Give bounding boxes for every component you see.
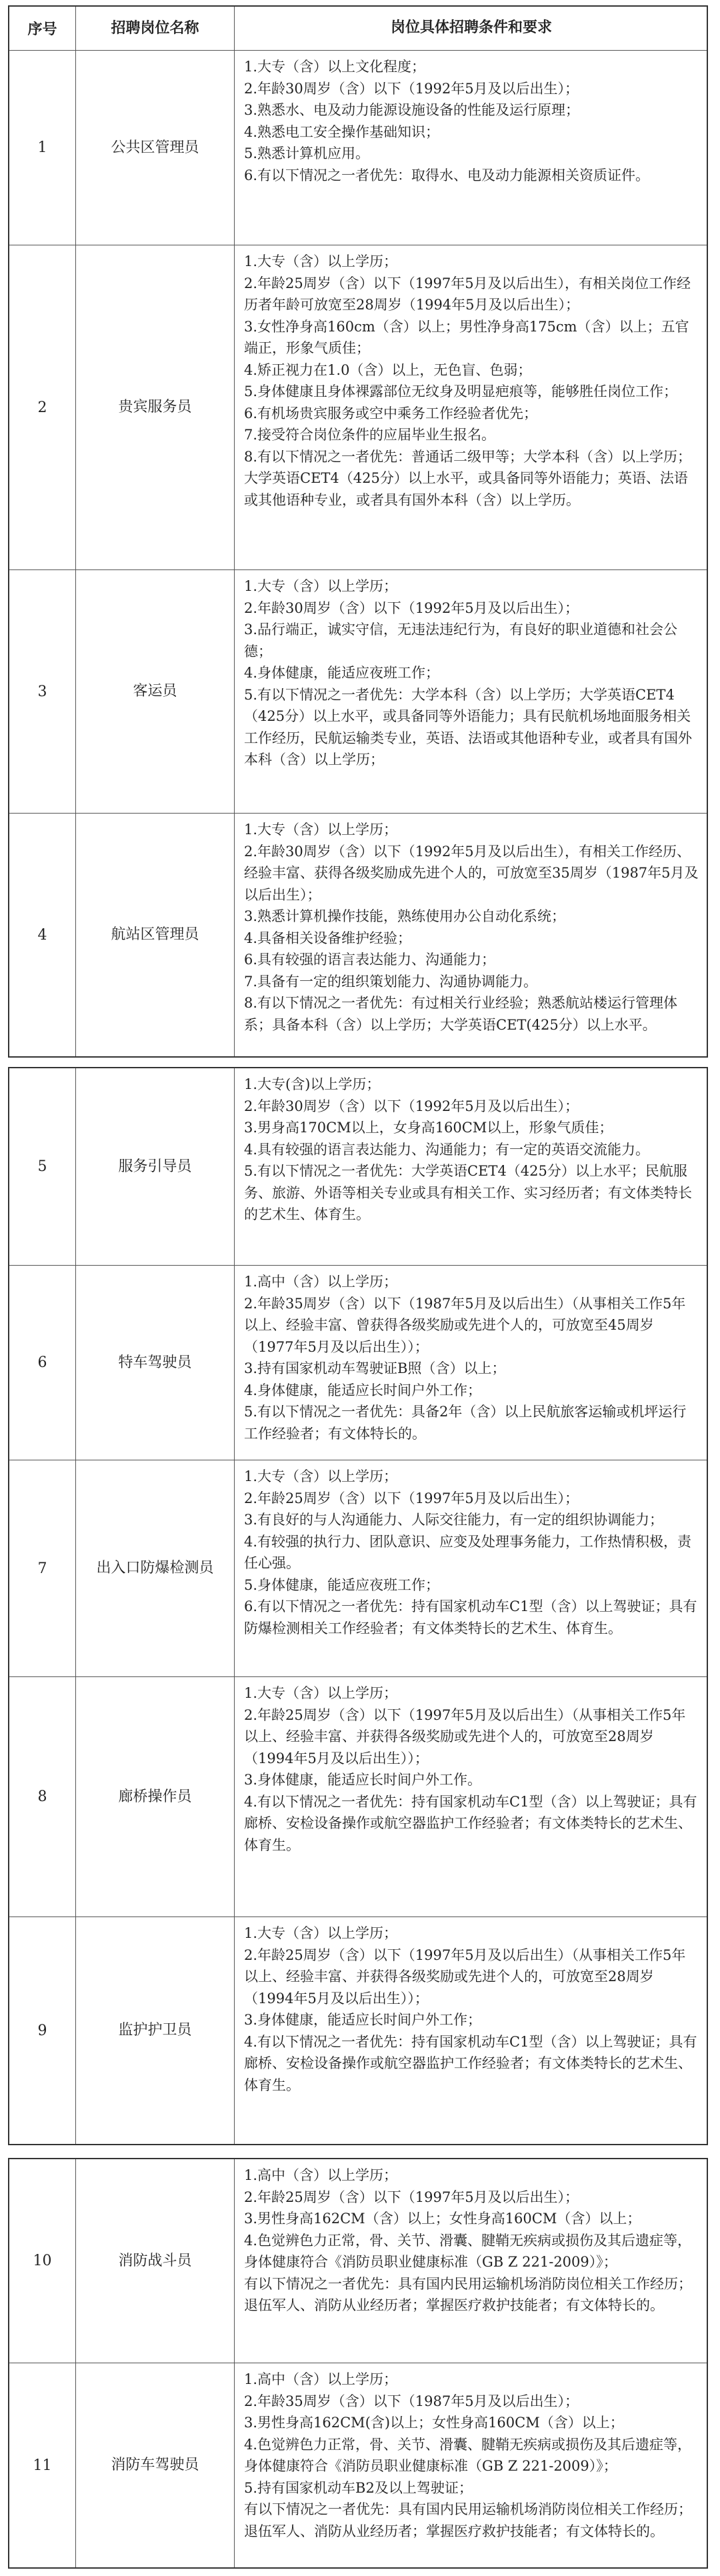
table-row — [9, 2159, 707, 2363]
requirement-line: 有以下情况之一者优先：具有国内民用运输机场消防岗位相关工作经历；退伍军人、消防从业经历者；掌握医疗救护技能者；有文体特长的。 — [244, 2275, 692, 2313]
requirement-line: 1.大专（含）以上学历； — [244, 822, 398, 838]
requirement-line: 有以下情况之一者优先：具有国内民用运输机场消防岗位相关工作经历；退伍军人、消防从业经历者；掌握医疗救护技能者；有文体特长的。 — [244, 2501, 692, 2539]
requirement-line: 5.身体健康且身体裸露部位无纹身及明显疤痕等，能够胜任岗位工作； — [244, 383, 678, 399]
requirement-line: 3.品行端正，诚实守信，无违法违纪行为，有良好的职业道德和社会公德； — [244, 621, 678, 660]
table-row — [9, 245, 707, 570]
requirement-line: 2.年龄30周岁（含）以下（1992年5月及以后出生）； — [244, 80, 579, 97]
position-name: 客运员 — [76, 570, 235, 813]
position-name: 出入口防爆检测员 — [76, 1460, 235, 1676]
requirement-line: 3.身体健康，能适应长时间户外工作。 — [244, 1772, 482, 1788]
requirement-line: 4.色觉辨色力正常，骨、关节、滑囊、腱鞘无疾病或损伤及其后遗症等，身体健康符合《消防员职业健康标准（GB Z 221-2009）》； — [244, 2232, 692, 2270]
requirement-line: 3.身体健康，能适应长时间户外工作； — [244, 2012, 482, 2028]
header-number: 序号 — [9, 7, 76, 50]
requirement-line: 6.有机场贵宾服务或空中乘务工作经验者优先； — [244, 405, 538, 421]
table-row — [9, 1460, 707, 1677]
requirements-cell — [235, 570, 707, 813]
row-number: 5 — [9, 1068, 76, 1265]
row-number: 4 — [9, 814, 76, 1056]
requirement-line: 4.具备相关设备维护经验； — [244, 930, 412, 946]
requirement-line: 4.身体健康，能适应长时间户外工作； — [244, 1382, 482, 1398]
requirement-line: 3.持有国家机动车驾驶证B照（含）以上； — [244, 1360, 506, 1376]
requirement-line: 1.高中（含）以上学历； — [244, 2371, 398, 2387]
recruitment-table-part-2 — [8, 1067, 708, 2145]
requirement-line: 8.有以下情况之一者优先：普通话二级甲等；大学本科（含）以上学历；大学英语CET4（425分）以上水平，或具备同等外语能力；英语、法语或其他语种专业，或者具有国外本科（含）以上学历。 — [244, 448, 692, 508]
table-row — [9, 570, 707, 814]
table-row — [9, 51, 707, 245]
requirement-line: 2.年龄25周岁（含）以下（1997年5月及以后出生）； — [244, 2189, 579, 2205]
requirement-line: 4.熟悉电工安全操作基础知识； — [244, 123, 440, 140]
requirement-line: 2.年龄30周岁（含）以下（1992年5月及以后出生）； — [244, 1098, 579, 1114]
requirement-line: 1.大专（含）以上学历； — [244, 578, 398, 594]
requirement-line: 6.有以下情况之一者优先：持有国家机动车C1型（含）以上驾驶证；具有防爆检测相关工作经验者；有文体类特长的艺术生、体育生。 — [244, 1598, 697, 1636]
requirement-line: 1.高中（含）以上学历； — [244, 2167, 398, 2183]
row-number: 1 — [9, 51, 76, 245]
requirement-line: 3.有良好的与人沟通能力、人际交往能力，有一定的组织协调能力； — [244, 1512, 664, 1528]
requirement-line: 2.年龄35周岁（含）以下（1987年5月及以后出生）； — [244, 2393, 579, 2409]
requirement-line: 5.有以下情况之一者优先：具备2年（含）以上民航旅客运输或机坪运行工作经验者；有文体特长的。 — [244, 1404, 687, 1442]
position-name: 消防车驾驶员 — [76, 2363, 235, 2567]
position-name: 监护护卫员 — [76, 1917, 235, 2144]
requirement-line: 5.有以下情况之一者优先：大学本科（含）以上学历；大学英语CET4（425分）以上水平，或具备同等外语能力；具有民航机场地面服务相关工作经历，民航运输类专业，英语、法语或其他语种专业，或者具有国外本科（含）以上学历； — [244, 686, 692, 768]
requirement-line: 4.矫正视力在1.0（含）以上，无色盲、色弱； — [244, 361, 532, 378]
position-name: 公共区管理员 — [76, 51, 235, 245]
requirements-cell — [235, 2363, 707, 2567]
requirement-line: 2.年龄25周岁（含）以下（1997年5月及以后出生），有相关岗位工作经历者年龄可放宽至28周岁（1994年5月及以后出生）； — [244, 275, 691, 313]
table-header-row — [9, 7, 707, 51]
table-row — [9, 1917, 707, 2144]
row-number: 10 — [9, 2159, 76, 2363]
requirement-line: 7.接受符合岗位条件的应届毕业生报名。 — [244, 427, 496, 443]
requirement-line: 2.年龄25周岁（含）以下（1997年5月及以后出生）（从事相关工作5年以上、经验丰富、并获得各级奖励或先进个人的，可放宽至28周岁（1994年5月及以后出生））； — [244, 1947, 686, 2007]
position-name: 贵宾服务员 — [76, 245, 235, 569]
requirement-line: 1.高中（含）以上学历； — [244, 1274, 398, 1290]
requirements-cell — [235, 1917, 707, 2144]
position-name: 特车驾驶员 — [76, 1266, 235, 1460]
requirement-line: 3.男身高170CM以上，女身高160CM以上，形象气质佳； — [244, 1120, 613, 1136]
requirement-line: 2.年龄25周岁（含）以下（1997年5月及以后出生）（从事相关工作5年以上、经验丰富、并获得各级奖励或先进个人的，可放宽至28周岁（1994年5月及以后出生））； — [244, 1706, 686, 1766]
requirement-line: 7.具备有一定的组织策划能力、沟通协调能力。 — [244, 973, 538, 990]
requirement-line: 3.男性身高162CM(含)以上；女性身高160CM（含）以上； — [244, 2415, 624, 2431]
requirement-line: 4.有以下情况之一者优先：持有国家机动车C1型（含）以上驾驶证；具有廊桥、安检设备操作或航空器监护工作经验者；有文体类特长的艺术生、体育生。 — [244, 1793, 697, 1853]
row-number: 3 — [9, 570, 76, 813]
requirements-cell — [235, 2159, 707, 2363]
table-row — [9, 814, 707, 1056]
requirement-line: 1.大专（含）以上学历； — [244, 1925, 398, 1941]
requirement-line: 1.大专（含）以上文化程度； — [244, 59, 426, 75]
table-row — [9, 1068, 707, 1266]
position-name: 消防战斗员 — [76, 2159, 235, 2363]
requirement-line: 4.色觉辨色力正常，骨、关节、滑囊、腱鞘无疾病或损伤及其后遗症等，身体健康符合《消防员职业健康标准（GB Z 221-2009）》； — [244, 2436, 692, 2474]
requirement-line: 3.熟悉计算机操作技能，熟练使用办公自动化系统； — [244, 908, 566, 924]
requirement-line: 5.有以下情况之一者优先：大学英语CET4（425分）以上水平；民航服务、旅游、外语等相关专业或具有相关工作、实习经历者；有文体类特长的艺术生、体育生。 — [244, 1163, 692, 1222]
row-number: 2 — [9, 245, 76, 569]
requirement-line: 6.具有较强的语言表达能力、沟通能力； — [244, 952, 496, 968]
row-number: 9 — [9, 1917, 76, 2144]
requirement-line: 4.具有较强的语言表达能力、沟通能力；有一定的英语交流能力。 — [244, 1141, 650, 1158]
requirement-line: 1.大专(含)以上学历； — [244, 1076, 381, 1092]
requirement-line: 5.身体健康，能适应夜班工作； — [244, 1576, 440, 1593]
recruitment-table-part-3 — [8, 2158, 708, 2569]
requirement-line: 1.大专（含）以上学历； — [244, 1685, 398, 1701]
row-number: 11 — [9, 2363, 76, 2567]
position-name: 服务引导员 — [76, 1068, 235, 1265]
requirements-cell — [235, 1677, 707, 1916]
row-number: 6 — [9, 1266, 76, 1460]
header-requirements: 岗位具体招聘条件和要求 — [390, 19, 552, 37]
requirement-line: 3.熟悉水、电及动力能源设施设备的性能及运行原理； — [244, 102, 580, 118]
position-name: 航站区管理员 — [76, 814, 235, 1056]
requirement-line: 4.有较强的执行力、团队意识、应变及处理事务能力，工作热情积极，责任心强。 — [244, 1533, 692, 1571]
row-number: 8 — [9, 1677, 76, 1916]
position-name: 廊桥操作员 — [76, 1677, 235, 1916]
requirements-cell — [235, 1460, 707, 1676]
recruitment-table-part-1 — [8, 5, 708, 1058]
requirement-line: 2.年龄30周岁（含）以下（1992年5月及以后出生），有相关工作经历、经验丰富、获得各级奖励成先进个人的，可放宽至35周岁（1987年5月及以后出生）； — [244, 843, 699, 903]
table-row — [9, 1266, 707, 1460]
requirement-line: 8.有以下情况之一者优先：有过相关行业经验；熟悉航站楼运行管理体系；具备本科（含）以上学历；大学英语CET(425分）以上水平。 — [244, 995, 678, 1033]
requirement-line: 2.年龄25周岁（含）以下（1997年5月及以后出生）； — [244, 1490, 579, 1506]
requirement-line: 5.持有国家机动车B2及以上驾驶证； — [244, 2479, 473, 2496]
requirement-line: 1.大专（含）以上学历； — [244, 1468, 398, 1484]
requirement-line: 3.女性净身高160cm（含）以上；男性净身高175cm（含）以上；五官端正，形象气质佳； — [244, 318, 689, 356]
header-position: 招聘岗位名称 — [76, 7, 235, 50]
requirement-line: 2.年龄30周岁（含）以下（1992年5月及以后出生）； — [244, 599, 579, 616]
requirement-line: 3.男性身高162CM（含）以上；女性身高160CM（含）以上； — [244, 2211, 641, 2227]
requirement-line: 5.熟悉计算机应用。 — [244, 145, 370, 161]
requirements-cell — [235, 1266, 707, 1460]
requirement-line: 1.大专（含）以上学历； — [244, 253, 398, 269]
requirements-cell — [235, 1068, 707, 1265]
requirements-cell — [235, 245, 707, 569]
table-row — [9, 2363, 707, 2567]
requirement-line: 2.年龄35周岁（含）以下（1987年5月及以后出生）（从事相关工作5年以上、经验丰富、曾获得各级奖励或先进个人的，可放宽至45周岁（1977年5月及以后出生））； — [244, 1295, 686, 1355]
table-row — [9, 1677, 707, 1917]
requirements-cell — [235, 814, 707, 1056]
requirements-cell — [235, 51, 707, 245]
requirement-line: 4.有以下情况之一者优先：持有国家机动车C1型（含）以上驾驶证；具有廊桥、安检设备操作或航空器监护工作经验者；有文体类特长的艺术生、体育生。 — [244, 2033, 697, 2093]
row-number: 7 — [9, 1460, 76, 1676]
requirement-line: 6.有以下情况之一者优先：取得水、电及动力能源相关资质证件。 — [244, 167, 650, 183]
requirement-line: 4.身体健康，能适应夜班工作； — [244, 665, 440, 681]
